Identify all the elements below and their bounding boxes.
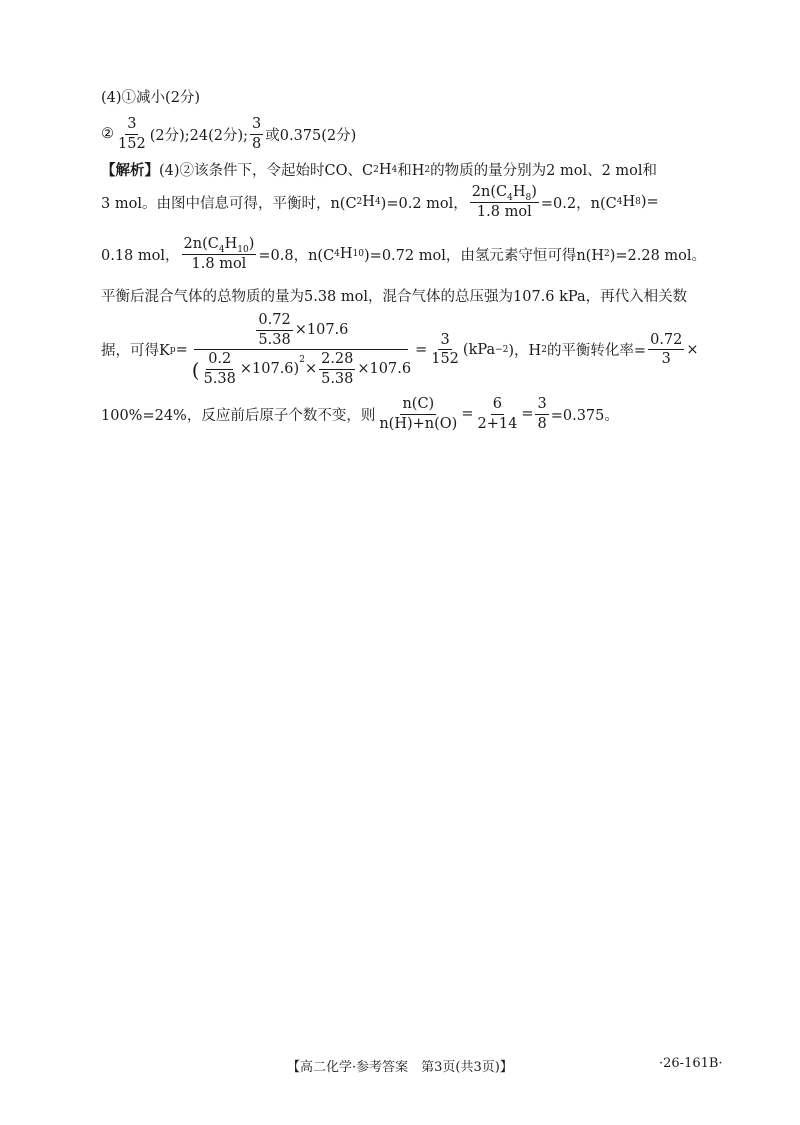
analysis-line-6: 100%=24%，反应前后原子个数不变，则 $\frac{n(C)}{n(H)+n(O)}$ = $\frac{6}{2+14}$ = $\frac{3}{8}$ =0.375。 [101, 396, 619, 432]
page-footer [0, 1056, 800, 1078]
kp-fraction: $\frac{0.72}{5.38}$ ×107.6 ( $\frac{0.2}{5.38}$ ×107.6) $^2$ × $\frac{2.28}{5.38}$ ×107.6 [191, 312, 412, 388]
answer-4-2: ② $\frac{3}{152}$ (2分);24(2分); $\frac{3}{8}$ 或0.375(2分) [101, 116, 357, 152]
fraction: $\frac{3}{152}$ [431, 331, 459, 368]
fraction: $\frac{2n(C_4H_{10})}{\text{1.8 mol}}$ [183, 236, 255, 272]
fraction: $\frac{3}{8}$ [252, 116, 262, 152]
analysis-line-4: 平衡后混合气体的总物质的量为5.38 mol，混合气体的总压强为107.6 kPa，再代入相关数 [101, 289, 688, 305]
fraction: $\frac{3}{8}$ [537, 396, 547, 432]
fraction: $\frac{2n(C_4H_8)}{\text{1.8 mol}}$ [471, 184, 537, 220]
fraction: $\frac{3}{152}$ [118, 116, 146, 152]
footer-code: ·26-161B· [659, 1056, 723, 1071]
fraction: $\frac{0.72}{3}$ [650, 331, 683, 368]
answer-4-1-text: (4)①减小(2分) [101, 90, 201, 106]
answer-4-1 [101, 86, 200, 107]
analysis-line-1: 【解析】 (4)②该条件下，令起始时CO、C 2 H 4 和H 2 的物质的量分别为2 mol、2 mol和 [101, 159, 657, 180]
fraction: $\frac{n(C)}{n(H)+n(O)}$ [379, 396, 458, 432]
footer-page-info: 【高二化学·参考答案 第3页(共3页)】 [287, 1060, 513, 1075]
analysis-line-3: 0.18 mol， $\frac{2n(C_4H_{10})}{\text{1.8 mol}}$ =0.8，n(C 4 H 10 )=0.72 mol，由氢元素守恒可得n(H 2 )=2.28 mol。 [101, 236, 707, 272]
analysis-label: 【解析】 [101, 162, 159, 179]
fraction: $\frac{6}{2+14}$ [477, 396, 518, 432]
analysis-line-2: 3 mol。由图中信息可得，平衡时，n(C 2 H 4 )=0.2 mol， $\frac{2n(C_4H_8)}{\text{1.8 mol}}$ =0.2，n(C 4 H 8 )= [101, 184, 659, 220]
analysis-line-5: 据，可得K p = $\frac{0.72}{5.38}$ ×107.6 ( $\frac{0.2}{5.38}$ ×107.6) $^2$ × $\frac{2.28}{5.38}$ ×107.6 = $\frac{3}{152}$ (kPa −2 )，H 2 的平衡转化率= $\frac{0.72}{3}$ × [101, 312, 699, 388]
